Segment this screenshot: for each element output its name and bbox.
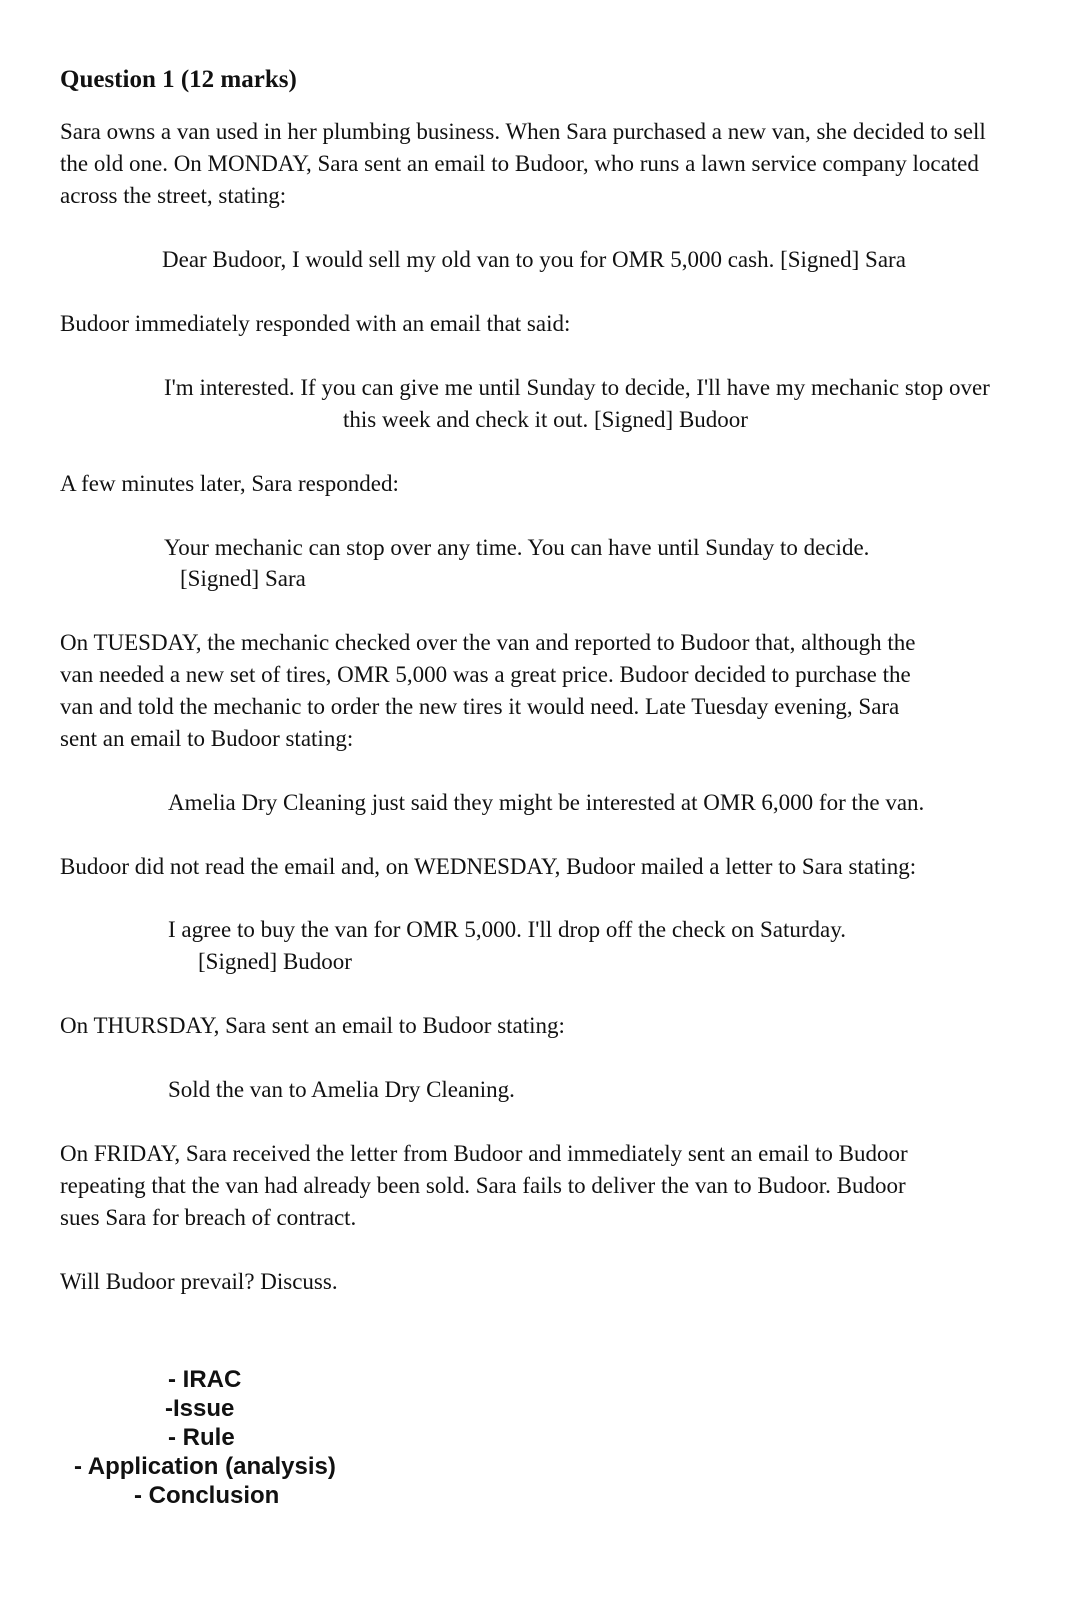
email-budoor-line-1: I'm interested. If you can give me until Sunday to decide, I'll have my mechanic stop over bbox=[164, 375, 990, 400]
thursday-text: On THURSDAY, Sara sent an email to Budoor stating: bbox=[60, 1013, 565, 1038]
email-thursday: Sold the van to Amelia Dry Cleaning. bbox=[168, 1077, 515, 1102]
note-application: - Application (analysis) bbox=[74, 1453, 336, 1480]
friday-line-3: sues Sara for breach of contract. bbox=[60, 1205, 357, 1230]
sara-responded-text: A few minutes later, Sara responded: bbox=[60, 471, 399, 496]
intro-line-2: the old one. On MONDAY, Sara sent an email to Budoor, who runs a lawn service company located bbox=[60, 151, 979, 176]
tuesday-line-1: On TUESDAY, the mechanic checked over the van and reported to Budoor that, although the bbox=[60, 630, 916, 655]
letter-line-2: [Signed] Budoor bbox=[198, 949, 352, 974]
question-title: Question 1 (12 marks) bbox=[60, 66, 297, 93]
intro-line-3: across the street, stating: bbox=[60, 183, 287, 208]
tuesday-line-2: van needed a new set of tires, OMR 5,000 was a great price. Budoor decided to purchase the bbox=[60, 662, 911, 687]
note-irac: - IRAC bbox=[168, 1366, 242, 1393]
note-issue: -Issue bbox=[165, 1395, 235, 1422]
email-sara-line-2: [Signed] Sara bbox=[180, 566, 306, 591]
budoor-responded-text: Budoor immediately responded with an email that said: bbox=[60, 311, 571, 336]
letter-line-1: I agree to buy the van for OMR 5,000. I'll drop off the check on Saturday. bbox=[168, 917, 846, 942]
wednesday-text: Budoor did not read the email and, on WEDNESDAY, Budoor mailed a letter to Sara stating: bbox=[60, 854, 917, 879]
discussion-prompt: Will Budoor prevail? Discuss. bbox=[60, 1269, 338, 1294]
email-monday: Dear Budoor, I would sell my old van to you for OMR 5,000 cash. [Signed] Sara bbox=[162, 247, 906, 272]
email-budoor-line-2: this week and check it out. [Signed] Budoor bbox=[343, 407, 748, 432]
email-sara-line-1: Your mechanic can stop over any time. You can have until Sunday to decide. bbox=[164, 535, 870, 560]
email-tuesday-evening: Amelia Dry Cleaning just said they might be interested at OMR 6,000 for the van. bbox=[168, 790, 925, 815]
note-conclusion: - Conclusion bbox=[134, 1482, 280, 1509]
friday-line-1: On FRIDAY, Sara received the letter from Budoor and immediately sent an email to Budoor bbox=[60, 1141, 908, 1166]
tuesday-line-3: van and told the mechanic to order the new tires it would need. Late Tuesday evening, Sara bbox=[60, 694, 900, 719]
tuesday-line-4: sent an email to Budoor stating: bbox=[60, 726, 354, 751]
note-rule: - Rule bbox=[168, 1424, 235, 1451]
intro-line-1: Sara owns a van used in her plumbing business. When Sara purchased a new van, she decided to sell bbox=[60, 119, 986, 144]
friday-line-2: repeating that the van had already been sold. Sara fails to deliver the van to Budoor. Budoor bbox=[60, 1173, 906, 1198]
